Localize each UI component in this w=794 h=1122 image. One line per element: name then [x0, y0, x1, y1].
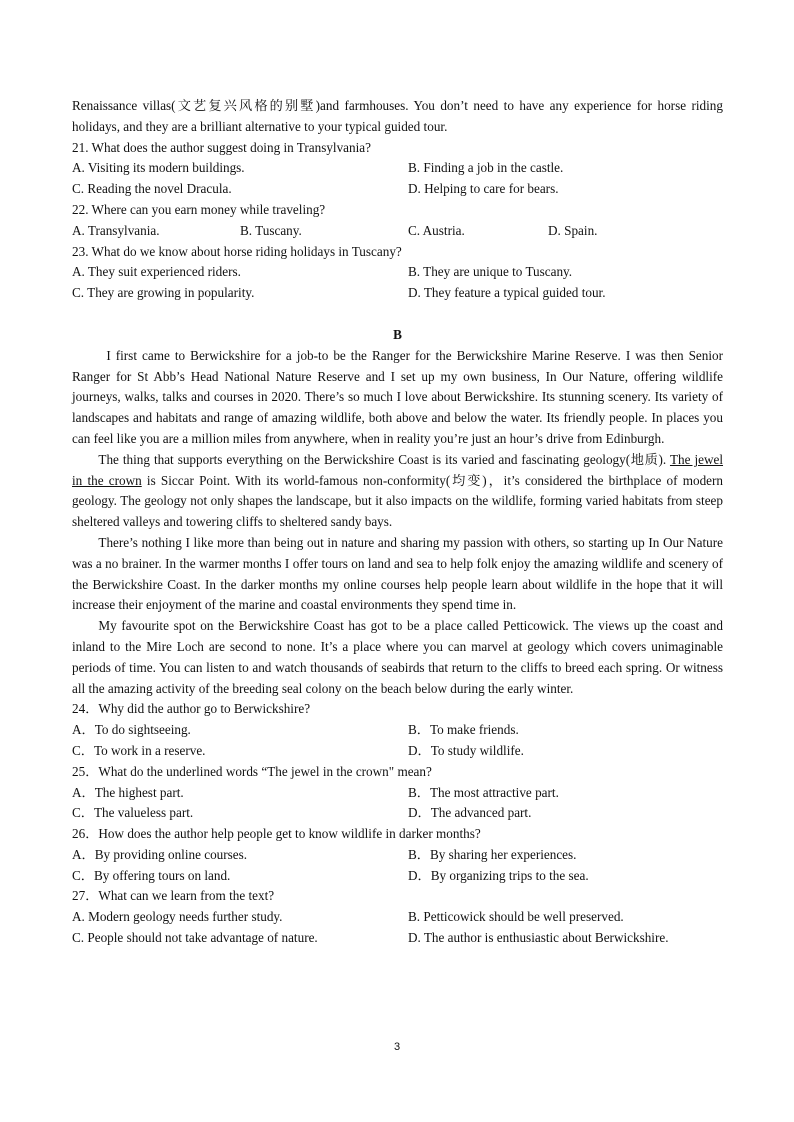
option-24-c: C．To work in a reserve. — [72, 742, 206, 758]
option-24-d: D．To study wildlife. — [408, 742, 524, 758]
option-23-d: D. They feature a typical guided tour. — [408, 285, 606, 301]
option-27-c: C. People should not take advantage of nature. — [72, 930, 318, 946]
option-26-c: C．By offering tours on land. — [72, 867, 231, 883]
question-25-options — [72, 783, 723, 825]
passage-paragraph-4: My favourite spot on the Berwickshire Coast has got to be a place called Petticowick. The views up the coast and inland to the Mire Loch are second to none. It’s a place where you can marvel at geology which covers unimaginable periods of time. You can listen to and watch thousands of seabirds that return to the cliffs to breed each spring. Or witness all the amazing activity of the breeding seal colony on the beach below during the early winter. — [72, 618, 723, 696]
question-26-stem: 26．How does the author help people get to know wildlife in darker months? — [72, 826, 481, 842]
question-24-stem: 24．Why did the author go to Berwickshire? — [72, 701, 311, 717]
question-27-stem: 27．What can we learn from the text? — [72, 888, 275, 904]
page-number: 3 — [393, 1041, 401, 1053]
question-27-options — [72, 907, 723, 949]
option-27-a: A. Modern geology needs further study. — [72, 909, 283, 925]
option-21-b: B. Finding a job in the castle. — [408, 160, 564, 176]
option-24-b: B．To make friends. — [408, 722, 519, 738]
option-25-d: D．The advanced part. — [408, 805, 532, 821]
option-24-a: A．To do sightseeing. — [72, 722, 191, 738]
option-22-c: C. Austria. — [408, 222, 465, 238]
question-22-options — [72, 221, 723, 242]
option-25-c: C．The valueless part. — [72, 805, 194, 821]
option-23-a: A. They suit experienced riders. — [72, 264, 241, 280]
option-23-c: C. They are growing in popularity. — [72, 285, 255, 301]
option-23-b: B. They are unique to Tuscany. — [408, 264, 573, 280]
paragraph-2-part-2: is Siccar Point. With its world-famous non-conformity(均变)，it’s considered the birthplace of modern geology. The geology not only shapes the landscape, but it also impacts on the wildlife, forming varied habitats from steep sheltered valleys and towering cliffs to sheltered sandy bays. — [72, 472, 724, 530]
option-21-d: D. Helping to care for bears. — [408, 181, 559, 197]
option-22-b: B. Tuscany. — [240, 222, 302, 238]
question-23-options — [72, 262, 723, 304]
underlined-phrase: The jewel in the crown — [72, 451, 724, 488]
option-27-b: B. Petticowick should be well preserved. — [408, 909, 624, 925]
option-26-b: B．By sharing her experiences. — [408, 846, 577, 862]
question-21-stem: 21. What does the author suggest doing in Transylvania? — [72, 139, 372, 155]
section-b-title: B — [393, 326, 402, 342]
option-22-a: A. Transylvania. — [72, 222, 160, 238]
option-22-d: D. Spain. — [548, 222, 598, 238]
passage-paragraph-2 — [72, 450, 723, 533]
option-25-a: A．The highest part. — [72, 784, 184, 800]
passage-paragraph-1: I first came to Berwickshire for a job-to be the Ranger for the Berwickshire Marine Reserve. I was then Senior Ranger for St Abb’s Head National Nature Reserve and I set up my own business, In Our Nature, offering wildlife journeys, walks, talks and courses in 2020. There’s so much I love about Berwickshire. Its stunning scenery. Its variety of landscapes and habitats and range of amazing wildlife, both above and below the water. Its friendly people. In places you can feel like you are a million miles from anywhere, when in reality you’re just an hour’s drive from Edinburgh. — [72, 347, 723, 446]
exam-page — [72, 96, 723, 949]
question-22-stem: 22. Where can you earn money while traveling? — [72, 201, 326, 217]
passage-paragraph-3: There’s nothing I like more than being out in nature and sharing my passion with others, so starting up In Our Nature was a no brainer. In the warmer months I offer tours on land and sea to help folk enjoy the amazing wildlife and scenery of the Berwickshire Coast. In the darker months my online courses help people learn about wildlife in the hope that it will increase their enjoyment of the marine and coastal environments they spend time in. — [72, 534, 723, 613]
option-27-d: D. The author is enthusiastic about Berwickshire. — [408, 930, 669, 946]
option-25-b: B．The most attractive part. — [408, 784, 559, 800]
option-26-d: D．By organizing trips to the sea. — [408, 867, 589, 883]
question-23-stem: 23. What do we know about horse riding holidays in Tuscany? — [72, 243, 402, 259]
option-26-a: A．By providing online courses. — [72, 846, 248, 862]
question-25-stem: 25．What do the underlined words “The jewel in the crown" mean? — [72, 763, 432, 779]
intro-paragraph: Renaissance villas(文艺复兴风格的别墅)and farmhouses. You don’t need to have any experience for horse riding holidays, and they are a brilliant alternative to your typical guided tour. — [72, 98, 723, 134]
paragraph-2-part-1: The thing that supports everything on the Berwickshire Coast is its varied and fascinating geology(地质). — [98, 451, 670, 467]
option-21-c: C. Reading the novel Dracula. — [72, 181, 232, 197]
question-24-options — [72, 720, 723, 762]
question-21-options — [72, 158, 723, 200]
option-21-a: A. Visiting its modern buildings. — [72, 160, 245, 176]
question-26-options — [72, 845, 723, 887]
